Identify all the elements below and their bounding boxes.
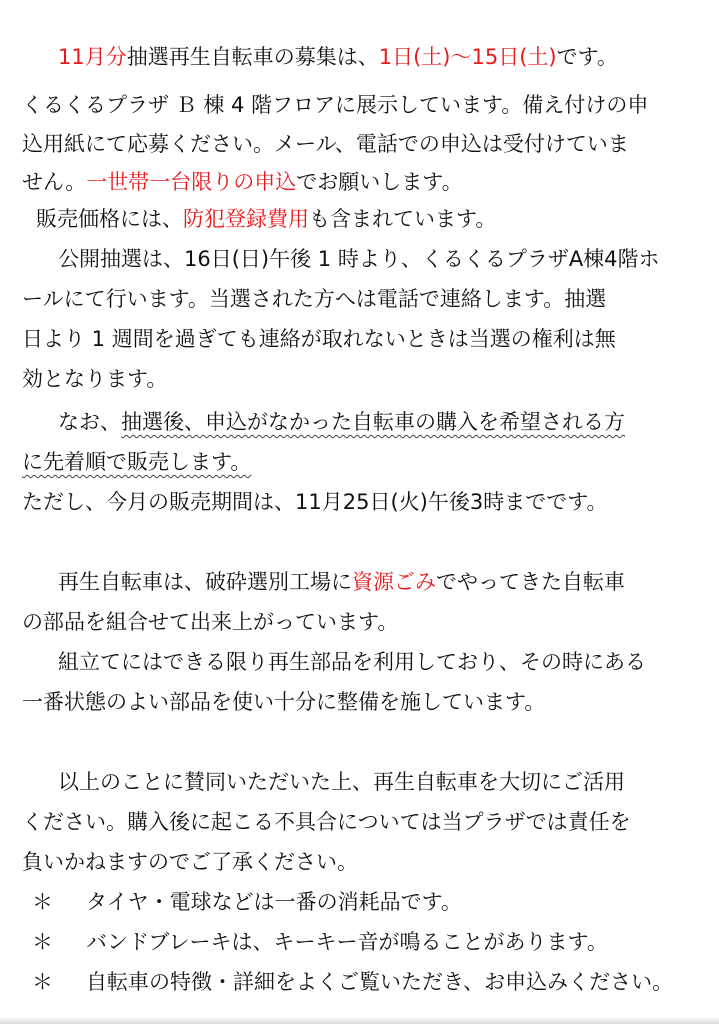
sale-line-1: [0, 403, 719, 441]
recruitment-text: 抽選再生自転車の募集は、: [126, 45, 379, 69]
assembly-line-1: 組立てにはできる限り再生部品を利用しており、その時にある: [58, 650, 646, 674]
first-come-sale-text-cont: に先着順で販売します。: [22, 450, 252, 474]
note-text: タイヤ・電球などは一番の消耗品です。: [86, 890, 462, 914]
note-item: [0, 923, 719, 961]
price-suffix: も含まれています。: [309, 207, 497, 231]
price-line: [0, 200, 719, 238]
recycle-suffix: でやってきた自転車: [436, 570, 625, 594]
disclaimer-line-2: ください。購入後に起こる不具合については当プラザでは責任を: [22, 810, 631, 834]
month-label: 11月分: [58, 45, 127, 69]
resource-waste-label: 資源ごみ: [352, 570, 436, 594]
asterisk-icon: ＊: [32, 970, 53, 994]
recruitment-line-3: 込用紙にて応募ください。メール、電話での申込は受付けていま: [22, 132, 629, 156]
recruitment-period: 1日(土)～15日(土): [378, 45, 557, 69]
sale-prefix: なお、: [58, 410, 121, 434]
page-bottom-edge: [0, 1017, 719, 1024]
recycle-line-2: の部品を組合せて出来上がっています。: [22, 610, 399, 634]
asterisk-icon: ＊: [32, 930, 53, 954]
lottery-line-4: 効となります。: [22, 367, 168, 391]
recruitment-line-4-prefix: せん。: [22, 170, 87, 194]
sale-period-line: ただし、今月の販売期間は、11月25日(火)午後3時までです。: [22, 490, 608, 514]
disclaimer-line-1: 以上のことに賛同いただいた上、再生自転車を大切にご活用: [58, 770, 625, 794]
note-text: バンドブレーキは、キーキー音が鳴ることがあります。: [86, 930, 608, 954]
disclaimer-line-3: 負いかねますのでご了承ください。: [22, 850, 358, 874]
recruitment-line-4-suffix: でお願いします。: [296, 170, 463, 194]
lottery-line-2: ールにて行います。当選された方へは電話で連絡します。抽選: [22, 287, 607, 311]
recycle-prefix: 再生自転車は、破砕選別工場に: [58, 570, 352, 594]
first-come-sale-text: 抽選後、申込がなかった自転車の購入を希望される方: [121, 410, 625, 434]
price-text: 販売価格には、: [36, 207, 183, 231]
lottery-line-3: 日より 1 週間を過ぎても連絡が取れないときは当選の権利は無: [22, 327, 616, 351]
recruitment-line-1: [0, 38, 719, 76]
assembly-line-2: 一番状態のよい部品を使い十分に整備を施しています。: [22, 690, 546, 714]
note-item: [0, 883, 719, 921]
recruitment-line-2: くるくるプラザ Ｂ 棟 4 階フロアに展示しています。備え付けの申: [22, 93, 649, 117]
note-text: 自転車の特徴・詳細をよくご覧いただき、お申込みください。: [86, 970, 674, 994]
asterisk-icon: ＊: [32, 890, 53, 914]
sale-line-2: [0, 443, 719, 481]
crime-prevention-fee: 防犯登録費用: [183, 207, 309, 231]
recruitment-line-4: [0, 163, 719, 201]
lottery-line-1: 公開抽選は、16日(日)午後 1 時より、くるくるプラザA棟4階ホ: [58, 247, 660, 271]
recruitment-suffix: です。: [556, 45, 618, 69]
recycle-line-1: [0, 563, 719, 601]
one-per-household-notice: 一世帯一台限りの申込: [86, 170, 297, 194]
note-item: [0, 963, 719, 1001]
